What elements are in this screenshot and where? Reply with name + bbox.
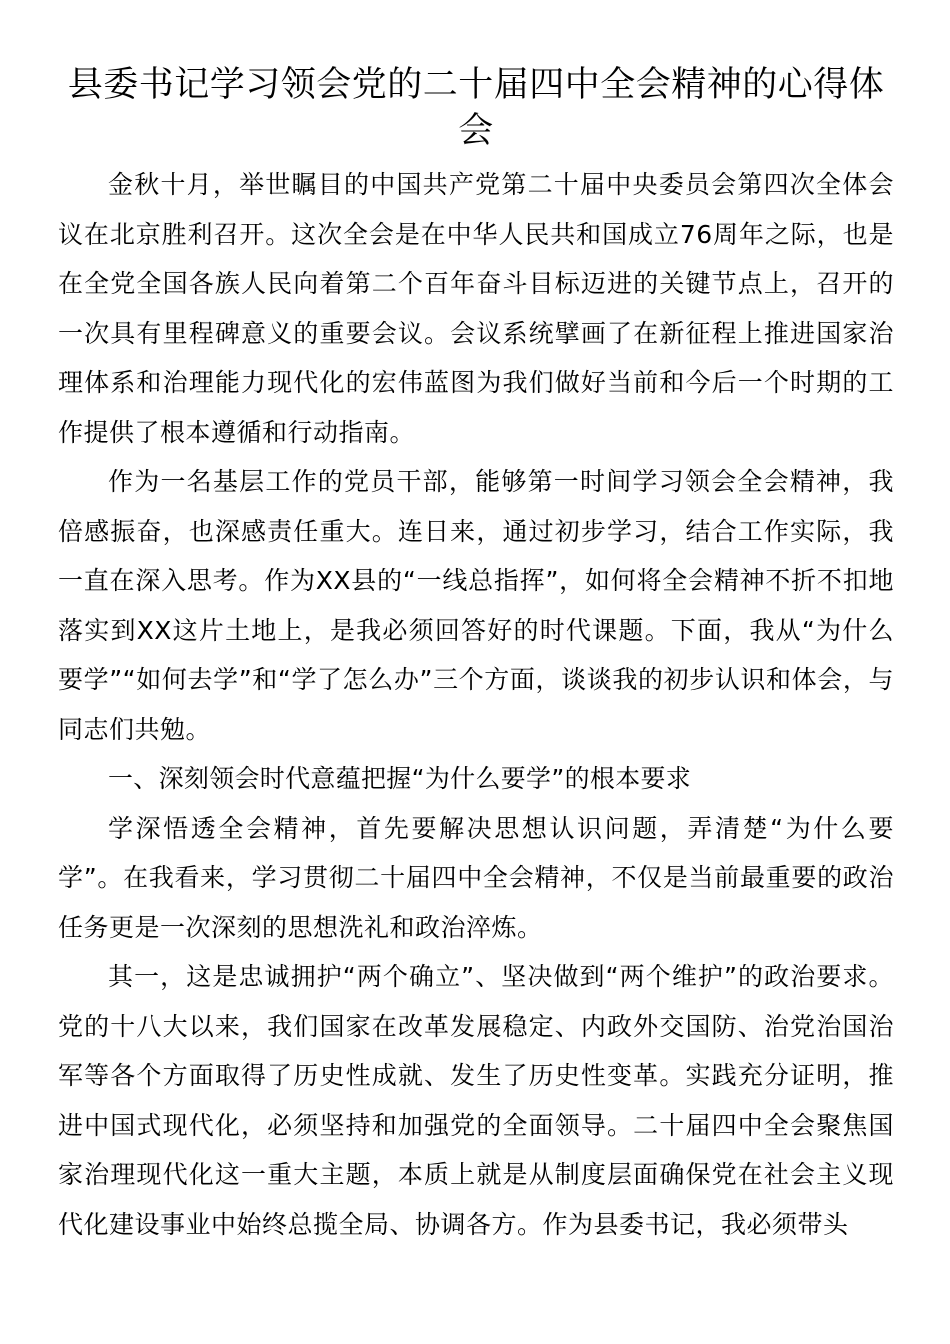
paragraph-why-learn: 学深悟透全会精神，首先要解决思想认识问题，弄清楚“为什么要学”。在我看来，学习贯彻二十届四中全会精神，不仅是当前最重要的政治任务更是一次深刻的思想洗礼和政治淬炼。 — [58, 813, 894, 942]
paragraph-responsibility: 作为一名基层工作的党员干部，能够第一时间学习领会全会精神，我倍感振奋，也深感责任重大。连日来，通过初步学习，结合工作实际，我一直在深入思考。作为XX县的“一线总指挥”，如何将全会精神不折不扣地落实到XX这片土地上，是我必须回答好的时代课题。下面，我从“为什么要学”“如何去学”和“学了怎么办”三个方面，谈谈我的初步认识和体会，与同志们共勉。 — [58, 467, 894, 744]
paragraph-intro: 金秋十月，举世瞩目的中国共产党第二十届中央委员会第四次全体会议在北京胜利召开。这次全会是在中华人民共和国成立76周年之际，也是在全党全国各族人民向着第二个百年奋斗目标迈进的关键节点上，召开的一次具有里程碑意义的重要会议。会议系统擘画了在新征程上推进国家治理体系和治理能力现代化的宏伟蓝图为我们做好当前和今后一个时期的工作提供了根本遵循和行动指南。 — [58, 170, 894, 447]
document-body — [58, 160, 894, 1249]
document-title: 县委书记学习领会党的二十届四中全会精神的心得体会 — [67, 65, 885, 151]
document-page — [58, 62, 894, 1249]
paragraph-first-point: 其一，这是忠诚拥护“两个确立”、坚决做到“两个维护”的政治要求。党的十八大以来，我们国家在改革发展稳定、内政外交国防、治党治国治军等各个方面取得了历史性成就、发生了历史性变革。实践充分证明，推进中国式现代化，必须坚持和加强党的全面领导。二十届四中全会聚焦国家治理现代化这一重大主题，本质上就是从制度层面确保党在社会主义现代化建设事业中始终总揽全局、协调各方。作为县委书记，我必须带头 — [58, 962, 894, 1239]
section-heading-1: 一、深刻领会时代意蕴把握“为什么要学”的根本要求 — [108, 764, 692, 793]
